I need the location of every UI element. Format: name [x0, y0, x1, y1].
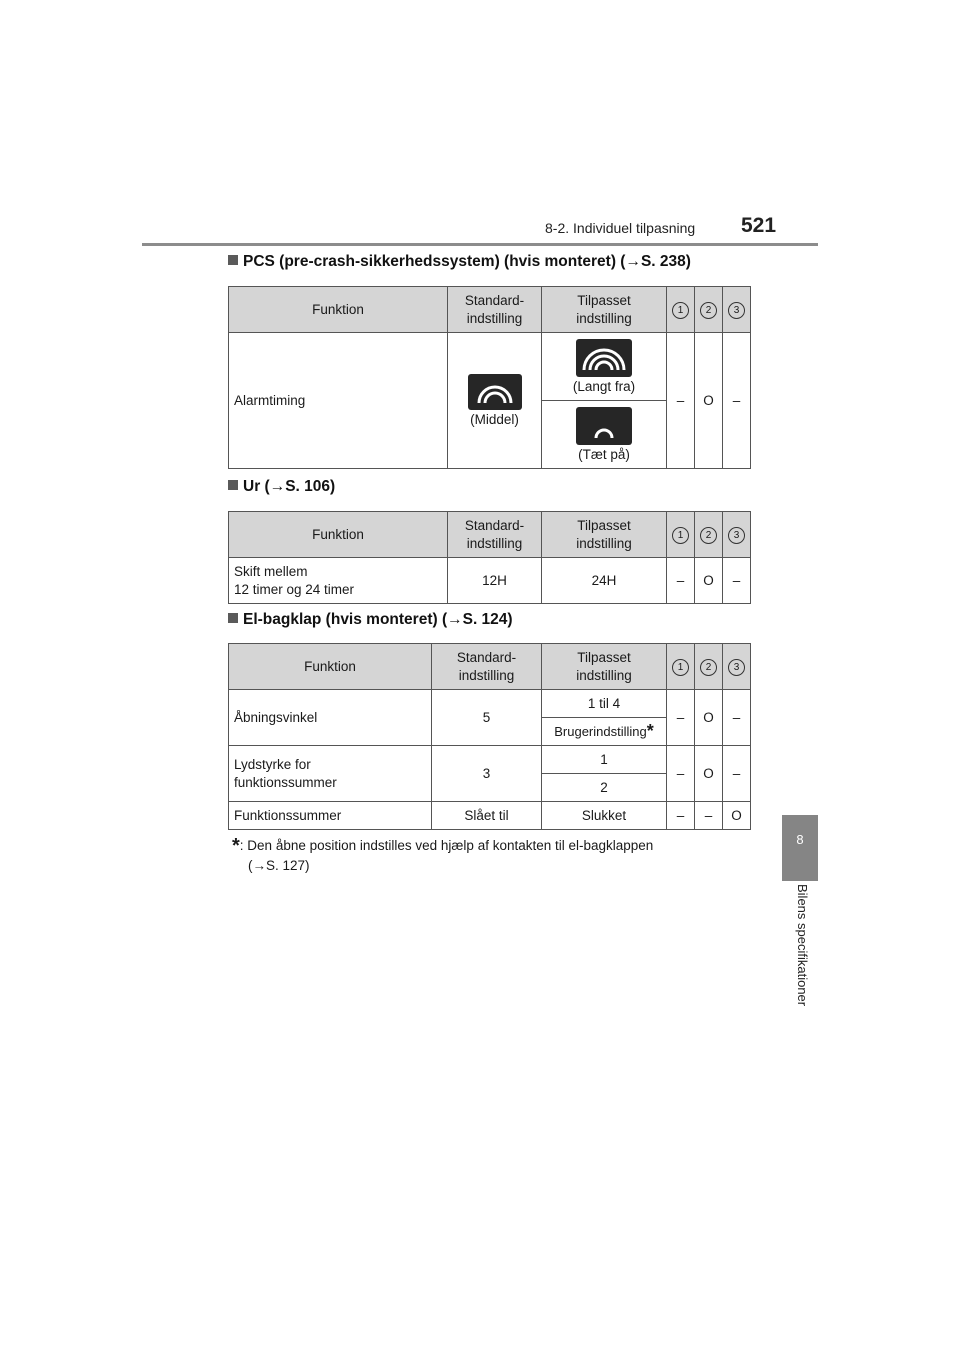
chapter-tab	[782, 815, 818, 881]
col-header-standard: Standard- indstilling	[448, 287, 542, 333]
cell-tilpasset-b: 2	[542, 774, 667, 802]
header-rule	[142, 243, 818, 246]
col-header-3	[723, 512, 751, 558]
col-header-1	[667, 512, 695, 558]
section-title-pcs-text: PCS (pre-crash-sikkerhedssystem) (hvis monteret) (→S. 238)	[243, 253, 691, 270]
cell-tilpasset-a: 1 til 4	[542, 690, 667, 718]
cell-option-taet-paa	[542, 401, 667, 469]
table-row	[229, 333, 751, 401]
col-header-3	[723, 644, 751, 690]
chapter-number: 8	[796, 832, 804, 847]
table-row	[229, 558, 751, 604]
cell-funktion: Alarmtiming	[229, 333, 448, 469]
cell-funktion: Åbningsvinkel	[229, 690, 432, 746]
col-header-2	[695, 512, 723, 558]
col-header-3	[723, 287, 751, 333]
caption-langt-fra: (Langt fra)	[572, 379, 636, 394]
header-section-title: 8-2. Individuel tilpasning	[545, 220, 696, 236]
cell-c1: –	[667, 333, 695, 469]
cell-c2: O	[695, 333, 723, 469]
col-header-standard: Standard- indstilling	[448, 512, 542, 558]
cell-c1: –	[667, 802, 695, 830]
cell-tilpasset: 24H	[542, 558, 667, 604]
cell-c2: O	[695, 746, 723, 802]
col-header-2	[695, 287, 723, 333]
cell-c3: –	[723, 746, 751, 802]
cell-funktion: Lydstyrke for funktionssummer	[229, 746, 432, 802]
section-title-elbagklap-text: El-bagklap (hvis monteret) (→S. 124)	[243, 611, 513, 628]
circled-1-icon: 1	[672, 302, 689, 319]
cell-funktion: Funktionssummer	[229, 802, 432, 830]
cell-tilpasset-b	[542, 718, 667, 746]
circled-3-icon: 3	[728, 302, 745, 319]
cell-c3: –	[723, 558, 751, 604]
cell-c2: –	[695, 802, 723, 830]
circled-2-icon: 2	[700, 659, 717, 676]
cell-c3: O	[723, 802, 751, 830]
cell-c3: –	[723, 333, 751, 469]
cell-c2: O	[695, 558, 723, 604]
footnote-line-2: (→S. 127)	[248, 858, 310, 873]
alarm-timing-near-icon	[576, 407, 632, 445]
cell-c1: –	[667, 558, 695, 604]
cell-tilpasset: Slukket	[542, 802, 667, 830]
alarm-timing-middle-icon	[468, 374, 522, 410]
circled-2-icon: 2	[700, 302, 717, 319]
cell-standard: Slået til	[432, 802, 542, 830]
table-pcs	[228, 286, 751, 469]
cell-c3: –	[723, 690, 751, 746]
col-header-2	[695, 644, 723, 690]
cell-c1: –	[667, 690, 695, 746]
cell-c2: O	[695, 690, 723, 746]
cell-standard: 3	[432, 746, 542, 802]
col-header-funktion: Funktion	[229, 644, 432, 690]
circled-3-icon: 3	[728, 659, 745, 676]
square-bullet-icon	[228, 480, 238, 490]
section-title-elbagklap	[228, 611, 513, 629]
cell-c1: –	[667, 746, 695, 802]
cell-funktion: Skift mellem 12 timer og 24 timer	[229, 558, 448, 604]
col-header-tilpasset: Tilpasset indstilling	[542, 512, 667, 558]
square-bullet-icon	[228, 613, 238, 623]
table-row	[229, 746, 751, 774]
table-row	[229, 802, 751, 830]
circled-1-icon: 1	[672, 527, 689, 544]
col-header-funktion: Funktion	[229, 287, 448, 333]
cell-standard	[448, 333, 542, 469]
section-title-ur-text: Ur (→S. 106)	[243, 478, 336, 495]
footnote-line-1: : Den åbne position indstilles ved hjælp af kontakten til el-bagklappen	[239, 838, 654, 853]
cell-option-langt-fra	[542, 333, 667, 401]
table-ur	[228, 511, 751, 604]
cell-tilpasset-a: 1	[542, 746, 667, 774]
section-title-ur	[228, 478, 335, 496]
section-title-pcs	[228, 253, 691, 271]
page-number: 521	[741, 214, 777, 237]
col-header-1	[667, 287, 695, 333]
circled-2-icon: 2	[700, 527, 717, 544]
alarm-timing-far-icon	[576, 339, 632, 377]
footnote-star: *	[232, 835, 240, 857]
square-bullet-icon	[228, 255, 238, 265]
col-header-tilpasset: Tilpasset indstilling	[542, 287, 667, 333]
table-elbagklap	[228, 643, 751, 830]
footnote-marker: *	[646, 721, 654, 741]
cell-standard: 12H	[448, 558, 542, 604]
cell-standard: 5	[432, 690, 542, 746]
chapter-label: Bilens specifikationer	[795, 884, 810, 1007]
circled-3-icon: 3	[728, 527, 745, 544]
col-header-tilpasset: Tilpasset indstilling	[542, 644, 667, 690]
caption-middel: (Middel)	[470, 412, 519, 427]
col-header-funktion: Funktion	[229, 512, 448, 558]
table-row	[229, 690, 751, 718]
brugerindstilling-text: Brugerindstilling	[554, 724, 647, 739]
circled-1-icon: 1	[672, 659, 689, 676]
caption-taet-paa: (Tæt på)	[578, 447, 630, 462]
col-header-1	[667, 644, 695, 690]
footnote	[232, 836, 748, 875]
col-header-standard: Standard- indstilling	[432, 644, 542, 690]
